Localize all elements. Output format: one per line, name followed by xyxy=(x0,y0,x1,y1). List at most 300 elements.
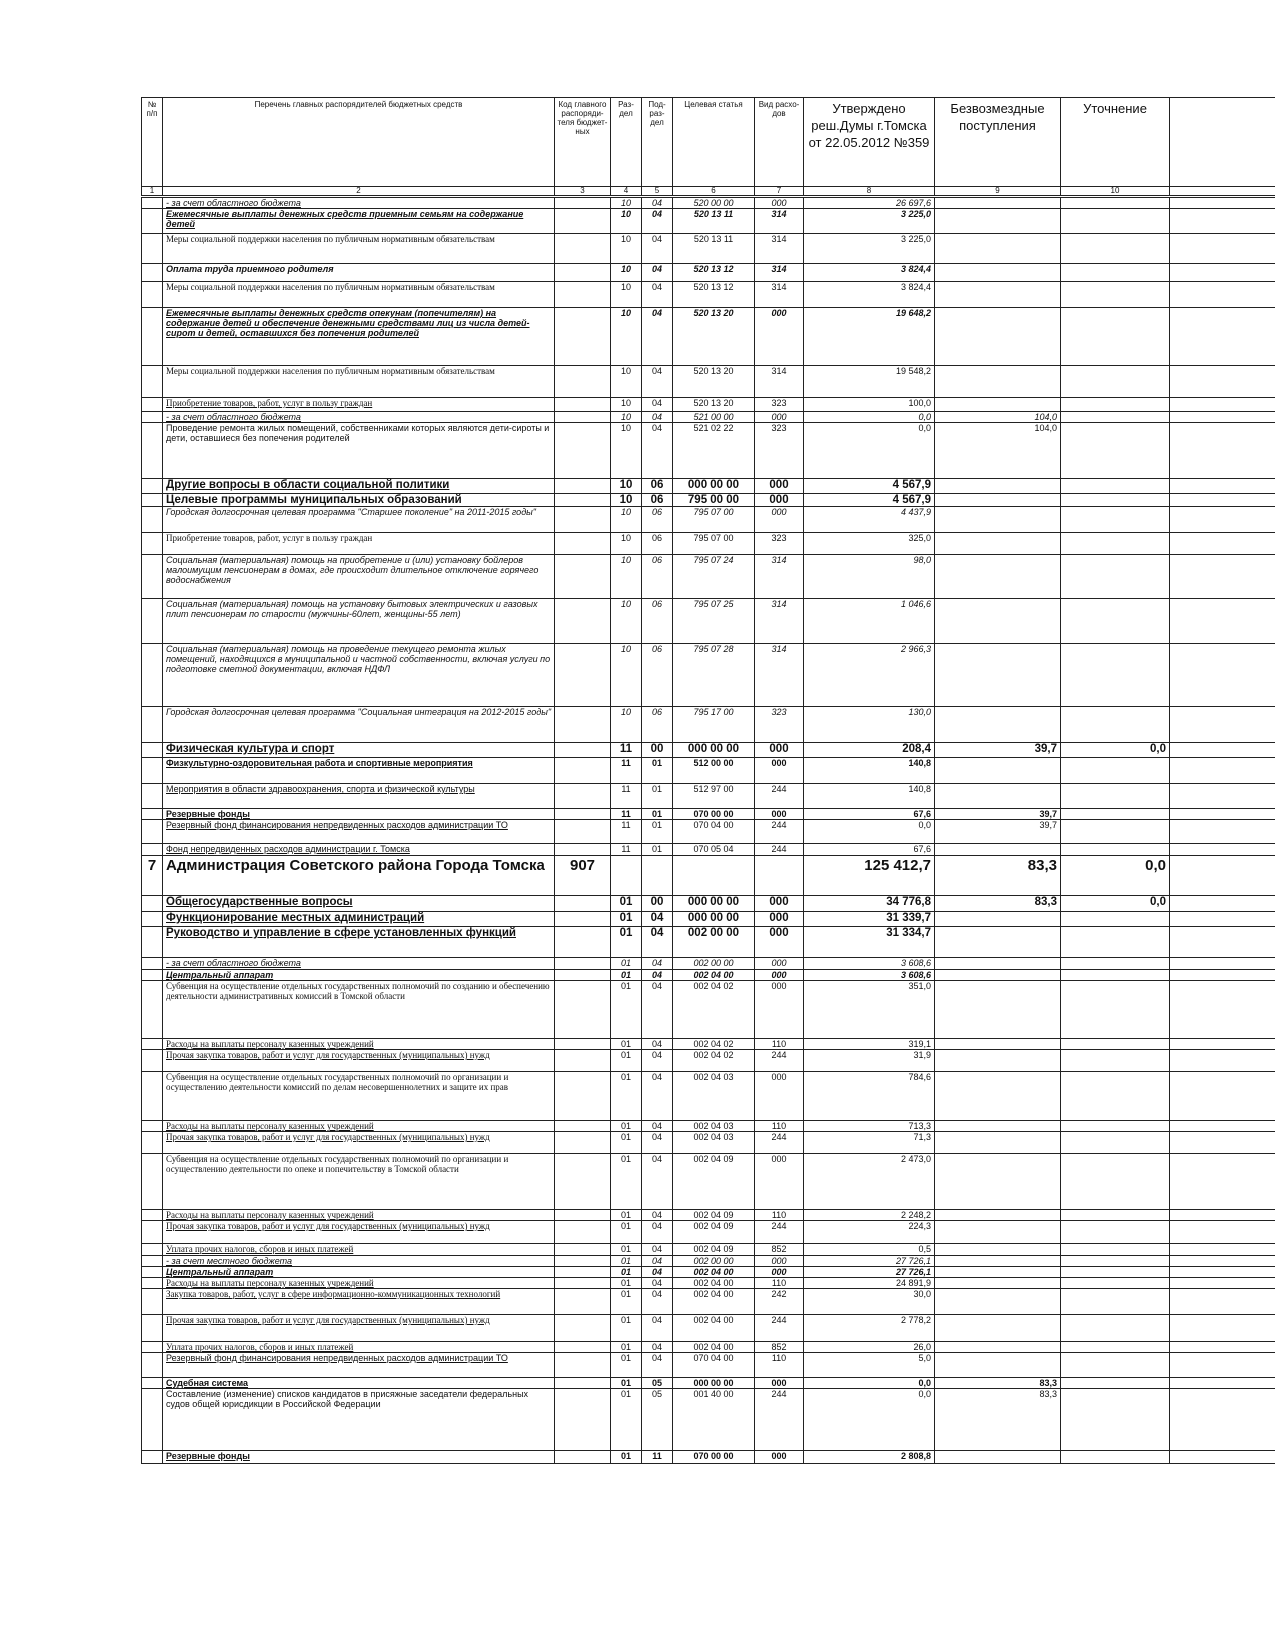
table-row xyxy=(142,1221,1275,1244)
row-vid: 000 xyxy=(755,1072,804,1121)
row-code xyxy=(555,555,611,599)
row-vid: 000 xyxy=(755,912,804,927)
row-approved: 125 412,7 xyxy=(804,856,935,896)
row-vid: 323 xyxy=(755,707,804,743)
row-approved: 4 437,9 xyxy=(804,507,935,533)
budget-rows xyxy=(142,197,1275,1464)
row-extra xyxy=(1170,981,1275,1039)
row-gratuitous xyxy=(935,366,1061,398)
row-approved: 3 824,4 xyxy=(804,264,935,282)
row-razdel: 11 xyxy=(611,758,642,784)
row-podrazdel: 04 xyxy=(642,1039,673,1050)
row-gratuitous xyxy=(935,707,1061,743)
row-approved: 2 808,8 xyxy=(804,1451,935,1464)
row-podrazdel: 04 xyxy=(642,1267,673,1278)
row-razdel: 01 xyxy=(611,1154,642,1210)
table-row xyxy=(142,927,1275,958)
row-clarify xyxy=(1061,1050,1170,1072)
row-num: 7 xyxy=(142,856,163,896)
table-row xyxy=(142,644,1275,707)
row-vid: 000 xyxy=(755,927,804,958)
budget-table-sheet xyxy=(141,97,1275,1464)
row-code xyxy=(555,1050,611,1072)
table-row xyxy=(142,1342,1275,1353)
row-gratuitous xyxy=(935,479,1061,494)
row-name: Меры социальной поддержки населения по публичным нормативным обязательствам xyxy=(163,366,555,398)
row-target: 512 00 00 xyxy=(673,758,755,784)
row-vid: 000 xyxy=(755,1378,804,1389)
row-podrazdel: 11 xyxy=(642,1451,673,1464)
column-number-row xyxy=(142,187,1275,197)
row-name: Фонд непредвиденных расходов администрации г. Томска xyxy=(163,844,555,856)
row-podrazdel: 04 xyxy=(642,912,673,927)
row-extra xyxy=(1170,820,1275,844)
row-clarify xyxy=(1061,507,1170,533)
row-razdel: 10 xyxy=(611,234,642,264)
row-name: Целевые программы муниципальных образований xyxy=(163,494,555,507)
row-extra xyxy=(1170,412,1275,423)
row-approved: 0,0 xyxy=(804,412,935,423)
row-podrazdel: 04 xyxy=(642,981,673,1039)
row-gratuitous xyxy=(935,912,1061,927)
table-row xyxy=(142,1256,1275,1267)
row-name: Субвенция на осуществление отдельных государственных полномочий по созданию и обеспечению деятельности административных комиссий в Томской области xyxy=(163,981,555,1039)
row-num xyxy=(142,1389,163,1451)
row-clarify xyxy=(1061,644,1170,707)
row-vid: 000 xyxy=(755,412,804,423)
row-vid: 314 xyxy=(755,555,804,599)
row-gratuitous xyxy=(935,1210,1061,1221)
header-row xyxy=(142,98,1275,187)
row-podrazdel: 04 xyxy=(642,264,673,282)
row-approved: 26 697,6 xyxy=(804,197,935,209)
row-vid: 244 xyxy=(755,844,804,856)
row-gratuitous xyxy=(935,494,1061,507)
row-code xyxy=(555,809,611,820)
table-row xyxy=(142,398,1275,412)
row-clarify xyxy=(1061,1072,1170,1121)
row-num xyxy=(142,398,163,412)
row-target: 795 07 00 xyxy=(673,507,755,533)
row-vid: 000 xyxy=(755,494,804,507)
row-num xyxy=(142,743,163,758)
col-number: 7 xyxy=(755,187,804,197)
row-razdel: 11 xyxy=(611,743,642,758)
row-target: 002 04 09 xyxy=(673,1210,755,1221)
row-name: Составление (изменение) списков кандидатов в присяжные заседатели федеральных судов общей юрисдикции в Российской Федерации xyxy=(163,1389,555,1451)
row-num xyxy=(142,1315,163,1342)
row-clarify xyxy=(1061,981,1170,1039)
row-extra xyxy=(1170,282,1275,308)
table-row xyxy=(142,1451,1275,1464)
row-code xyxy=(555,1342,611,1353)
row-code xyxy=(555,1154,611,1210)
header-vid: Вид расхо-дов xyxy=(755,98,804,187)
row-vid: 110 xyxy=(755,1278,804,1289)
header-num: № п/п xyxy=(142,98,163,187)
row-podrazdel: 04 xyxy=(642,927,673,958)
row-gratuitous xyxy=(935,308,1061,366)
row-clarify xyxy=(1061,1154,1170,1210)
table-row xyxy=(142,197,1275,209)
row-target: 002 04 02 xyxy=(673,981,755,1039)
row-code xyxy=(555,981,611,1039)
row-extra xyxy=(1170,308,1275,366)
row-name: Функционирование местных администраций xyxy=(163,912,555,927)
row-clarify xyxy=(1061,1221,1170,1244)
row-extra xyxy=(1170,784,1275,809)
row-code xyxy=(555,197,611,209)
row-num xyxy=(142,1267,163,1278)
row-name: Приобретение товаров, работ, услуг в пользу граждан xyxy=(163,533,555,555)
table-row xyxy=(142,533,1275,555)
row-target: 002 04 09 xyxy=(673,1154,755,1210)
col-number: 3 xyxy=(555,187,611,197)
row-extra xyxy=(1170,1451,1275,1464)
row-num xyxy=(142,308,163,366)
row-vid: 000 xyxy=(755,958,804,970)
row-vid: 000 xyxy=(755,507,804,533)
header-extra xyxy=(1170,98,1275,187)
row-approved: 0,0 xyxy=(804,820,935,844)
row-gratuitous xyxy=(935,758,1061,784)
row-target: 070 04 00 xyxy=(673,1353,755,1378)
row-podrazdel: 00 xyxy=(642,896,673,912)
row-clarify xyxy=(1061,308,1170,366)
row-razdel: 10 xyxy=(611,507,642,533)
row-approved: 3 225,0 xyxy=(804,234,935,264)
row-extra xyxy=(1170,1221,1275,1244)
row-clarify xyxy=(1061,1267,1170,1278)
row-num xyxy=(142,234,163,264)
row-name: - за счет областного бюджета xyxy=(163,197,555,209)
table-row xyxy=(142,423,1275,479)
row-razdel: 10 xyxy=(611,494,642,507)
table-row xyxy=(142,479,1275,494)
row-code xyxy=(555,820,611,844)
header-clarify: Уточнение xyxy=(1061,98,1170,187)
row-num xyxy=(142,423,163,479)
row-name: Резервный фонд финансирования непредвиденных расходов администрации ТО xyxy=(163,820,555,844)
row-extra xyxy=(1170,1378,1275,1389)
row-podrazdel: 06 xyxy=(642,707,673,743)
row-vid: 314 xyxy=(755,282,804,308)
row-clarify xyxy=(1061,599,1170,644)
row-podrazdel: 04 xyxy=(642,234,673,264)
row-num xyxy=(142,912,163,927)
row-code xyxy=(555,1121,611,1132)
row-vid: 000 xyxy=(755,758,804,784)
col-number: 9 xyxy=(935,187,1061,197)
row-extra xyxy=(1170,366,1275,398)
row-extra xyxy=(1170,479,1275,494)
table-row xyxy=(142,1378,1275,1389)
row-num xyxy=(142,209,163,234)
row-razdel: 10 xyxy=(611,644,642,707)
row-clarify xyxy=(1061,1256,1170,1267)
row-clarify xyxy=(1061,1342,1170,1353)
row-code xyxy=(555,1244,611,1256)
row-clarify xyxy=(1061,264,1170,282)
row-num xyxy=(142,533,163,555)
row-gratuitous xyxy=(935,234,1061,264)
row-gratuitous xyxy=(935,209,1061,234)
row-name: Социальная (материальная) помощь на приобретение и (или) установку бойлеров малоимущим пенсионерам в домах, где происходит длительное отключение горячего водоснабжения xyxy=(163,555,555,599)
row-razdel: 01 xyxy=(611,1353,642,1378)
row-code xyxy=(555,1289,611,1315)
row-code xyxy=(555,599,611,644)
row-podrazdel: 04 xyxy=(642,308,673,366)
row-code xyxy=(555,1221,611,1244)
row-target: 000 00 00 xyxy=(673,912,755,927)
row-num xyxy=(142,784,163,809)
table-row xyxy=(142,1315,1275,1342)
row-extra xyxy=(1170,1315,1275,1342)
row-name: Центральный аппарат xyxy=(163,1267,555,1278)
row-gratuitous xyxy=(935,1342,1061,1353)
row-name: Резервные фонды xyxy=(163,1451,555,1464)
row-num xyxy=(142,896,163,912)
row-gratuitous: 39,7 xyxy=(935,820,1061,844)
row-extra xyxy=(1170,1289,1275,1315)
row-gratuitous xyxy=(935,398,1061,412)
row-razdel: 01 xyxy=(611,1244,642,1256)
row-extra xyxy=(1170,264,1275,282)
row-razdel: 01 xyxy=(611,1289,642,1315)
row-code xyxy=(555,970,611,981)
row-vid xyxy=(755,856,804,896)
row-gratuitous xyxy=(935,981,1061,1039)
row-gratuitous: 104,0 xyxy=(935,423,1061,479)
row-clarify xyxy=(1061,1121,1170,1132)
row-clarify xyxy=(1061,758,1170,784)
table-row xyxy=(142,507,1275,533)
row-name: Меры социальной поддержки населения по публичным нормативным обязательствам xyxy=(163,234,555,264)
row-target: 512 97 00 xyxy=(673,784,755,809)
table-row xyxy=(142,209,1275,234)
table-row xyxy=(142,707,1275,743)
row-target: 002 04 03 xyxy=(673,1072,755,1121)
row-razdel: 01 xyxy=(611,1389,642,1451)
row-clarify xyxy=(1061,423,1170,479)
row-extra xyxy=(1170,1210,1275,1221)
row-code xyxy=(555,1353,611,1378)
row-vid: 244 xyxy=(755,1221,804,1244)
row-clarify xyxy=(1061,820,1170,844)
row-vid: 000 xyxy=(755,896,804,912)
row-gratuitous xyxy=(935,197,1061,209)
table-row xyxy=(142,494,1275,507)
row-podrazdel: 04 xyxy=(642,423,673,479)
row-approved: 3 225,0 xyxy=(804,209,935,234)
row-target: 070 00 00 xyxy=(673,1451,755,1464)
row-gratuitous xyxy=(935,1154,1061,1210)
row-clarify: 0,0 xyxy=(1061,896,1170,912)
row-code xyxy=(555,844,611,856)
row-vid: 314 xyxy=(755,264,804,282)
row-target: 002 00 00 xyxy=(673,927,755,958)
row-gratuitous xyxy=(935,1244,1061,1256)
row-razdel: 01 xyxy=(611,1039,642,1050)
row-target: 002 04 09 xyxy=(673,1244,755,1256)
row-num xyxy=(142,927,163,958)
row-razdel: 01 xyxy=(611,1315,642,1342)
row-clarify xyxy=(1061,1389,1170,1451)
row-target: 070 00 00 xyxy=(673,809,755,820)
row-extra xyxy=(1170,1244,1275,1256)
row-num xyxy=(142,282,163,308)
row-approved: 0,0 xyxy=(804,1378,935,1389)
row-gratuitous: 104,0 xyxy=(935,412,1061,423)
row-clarify: 0,0 xyxy=(1061,743,1170,758)
row-vid: 000 xyxy=(755,1267,804,1278)
row-clarify xyxy=(1061,1378,1170,1389)
row-num xyxy=(142,1289,163,1315)
row-vid: 000 xyxy=(755,308,804,366)
row-num xyxy=(142,970,163,981)
row-approved: 208,4 xyxy=(804,743,935,758)
row-podrazdel: 00 xyxy=(642,743,673,758)
row-podrazdel: 06 xyxy=(642,494,673,507)
row-razdel: 01 xyxy=(611,912,642,927)
row-code xyxy=(555,1278,611,1289)
row-vid: 244 xyxy=(755,1132,804,1154)
row-gratuitous: 83,3 xyxy=(935,1389,1061,1451)
row-code xyxy=(555,784,611,809)
row-extra xyxy=(1170,234,1275,264)
row-gratuitous xyxy=(935,1353,1061,1378)
row-num xyxy=(142,555,163,599)
row-name: Уплата прочих налогов, сборов и иных платежей xyxy=(163,1342,555,1353)
row-podrazdel: 04 xyxy=(642,970,673,981)
row-target: 002 04 03 xyxy=(673,1132,755,1154)
row-extra xyxy=(1170,398,1275,412)
row-clarify xyxy=(1061,366,1170,398)
row-name: Центральный аппарат xyxy=(163,970,555,981)
row-gratuitous xyxy=(935,1315,1061,1342)
row-approved: 3 824,4 xyxy=(804,282,935,308)
header-code: Код главного распоряди-теля бюджет-ных xyxy=(555,98,611,187)
row-num xyxy=(142,1050,163,1072)
row-approved: 4 567,9 xyxy=(804,479,935,494)
row-vid: 323 xyxy=(755,423,804,479)
row-extra xyxy=(1170,927,1275,958)
row-num xyxy=(142,264,163,282)
row-code xyxy=(555,507,611,533)
col-number: 8 xyxy=(804,187,935,197)
row-extra xyxy=(1170,423,1275,479)
row-approved: 31 334,7 xyxy=(804,927,935,958)
row-code xyxy=(555,958,611,970)
table-row xyxy=(142,1267,1275,1278)
row-razdel: 11 xyxy=(611,820,642,844)
row-clarify xyxy=(1061,412,1170,423)
row-num xyxy=(142,1121,163,1132)
row-name: Субвенция на осуществление отдельных государственных полномочий по организации и осуществлению деятельности комиссий по делам несовершеннолетних и защите их прав xyxy=(163,1072,555,1121)
row-vid: 000 xyxy=(755,981,804,1039)
row-clarify xyxy=(1061,970,1170,981)
row-vid: 314 xyxy=(755,366,804,398)
table-row xyxy=(142,1050,1275,1072)
row-podrazdel: 04 xyxy=(642,1210,673,1221)
row-razdel: 01 xyxy=(611,1132,642,1154)
row-razdel: 01 xyxy=(611,1451,642,1464)
row-clarify xyxy=(1061,1451,1170,1464)
row-podrazdel: 04 xyxy=(642,958,673,970)
col-number: 10 xyxy=(1061,187,1170,197)
row-code xyxy=(555,927,611,958)
row-target: 521 00 00 xyxy=(673,412,755,423)
row-clarify xyxy=(1061,209,1170,234)
row-approved: 140,8 xyxy=(804,784,935,809)
row-razdel: 01 xyxy=(611,1278,642,1289)
row-name: Общегосударственные вопросы xyxy=(163,896,555,912)
row-name: Судебная система xyxy=(163,1378,555,1389)
table-row xyxy=(142,758,1275,784)
row-num xyxy=(142,958,163,970)
row-razdel: 10 xyxy=(611,423,642,479)
row-razdel: 11 xyxy=(611,784,642,809)
row-code xyxy=(555,308,611,366)
row-gratuitous xyxy=(935,844,1061,856)
row-code xyxy=(555,707,611,743)
row-name: Социальная (материальная) помощь на установку бытовых электрических и газовых плит пенсионерам по старости (мужчины-60лет, женщины-55 лет) xyxy=(163,599,555,644)
row-extra xyxy=(1170,856,1275,896)
row-approved: 3 608,6 xyxy=(804,970,935,981)
row-clarify xyxy=(1061,282,1170,308)
row-approved: 3 608,6 xyxy=(804,958,935,970)
row-approved: 31 339,7 xyxy=(804,912,935,927)
row-podrazdel: 04 xyxy=(642,197,673,209)
row-gratuitous xyxy=(935,1121,1061,1132)
table-row xyxy=(142,1132,1275,1154)
row-name: Субвенция на осуществление отдельных государственных полномочий по организации и осуществлению деятельности по опеке и попечительству в Томской области xyxy=(163,1154,555,1210)
row-razdel: 10 xyxy=(611,555,642,599)
row-code xyxy=(555,644,611,707)
row-code xyxy=(555,1039,611,1050)
row-podrazdel: 04 xyxy=(642,282,673,308)
row-name: Физическая культура и спорт xyxy=(163,743,555,758)
table-row xyxy=(142,896,1275,912)
row-razdel: 10 xyxy=(611,366,642,398)
row-gratuitous xyxy=(935,1221,1061,1244)
row-vid: 244 xyxy=(755,820,804,844)
row-approved: 784,6 xyxy=(804,1072,935,1121)
row-vid: 110 xyxy=(755,1121,804,1132)
row-approved: 30,0 xyxy=(804,1289,935,1315)
row-extra xyxy=(1170,1278,1275,1289)
table-row xyxy=(142,282,1275,308)
row-gratuitous xyxy=(935,264,1061,282)
row-approved: 5,0 xyxy=(804,1353,935,1378)
row-num xyxy=(142,1154,163,1210)
row-target: 520 00 00 xyxy=(673,197,755,209)
row-razdel: 01 xyxy=(611,1256,642,1267)
row-name: Расходы на выплаты персоналу казенных учреждений xyxy=(163,1039,555,1050)
table-row xyxy=(142,958,1275,970)
row-extra xyxy=(1170,958,1275,970)
row-podrazdel: 06 xyxy=(642,555,673,599)
row-name: Физкультурно-оздоровительная работа и спортивные мероприятия xyxy=(163,758,555,784)
budget-table xyxy=(141,97,1275,1464)
row-num xyxy=(142,412,163,423)
table-row xyxy=(142,234,1275,264)
row-clarify xyxy=(1061,958,1170,970)
row-razdel xyxy=(611,856,642,896)
row-name: Прочая закупка товаров, работ и услуг для государственных (муниципальных) нужд xyxy=(163,1132,555,1154)
row-razdel: 10 xyxy=(611,264,642,282)
row-extra xyxy=(1170,1267,1275,1278)
